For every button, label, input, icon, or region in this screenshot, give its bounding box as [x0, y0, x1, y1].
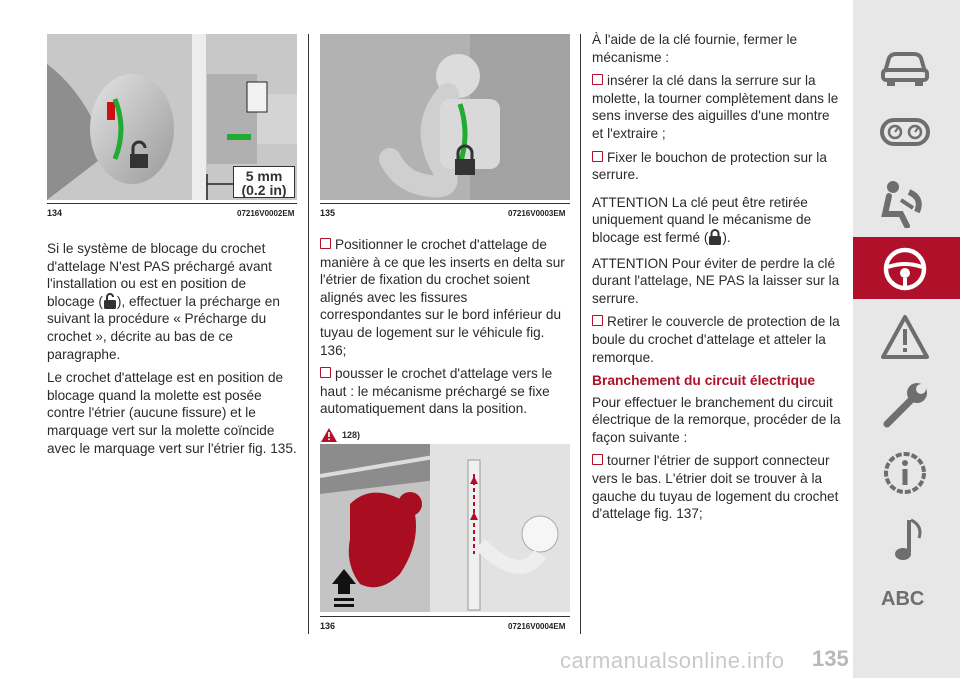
column-3-text: [592, 31, 842, 529]
list-item: tourner l'étrier de support connecteur vers le bas. L'étrier doit se trouver à la gauche du tuyau de logement du crochet d'attelage fig. 137;: [592, 453, 839, 522]
column-1-text: [47, 240, 297, 463]
figure-134-number: 134: [47, 208, 63, 218]
sidebar-item-safety[interactable]: [853, 170, 960, 232]
closed-lock-icon: [708, 229, 722, 245]
figure-134-image: [47, 34, 297, 200]
figure-134-dimension-label: [233, 166, 295, 198]
checkbox-bullet-icon: [320, 367, 331, 378]
car-icon: [879, 44, 931, 88]
list-item: pousser le crochet d'attelage vers le haut : le mécanisme préchargé se fixe automatiquement dans la position.: [320, 366, 553, 417]
list-item: Positionner le crochet d'attelage de manière à ce que les inserts en delta sur l'étrier de fixation du crochet soient alignés avec les fissures correspondantes sur le bord inférieur du tuyau de logement sur le véhicule fig. 136;: [320, 237, 565, 358]
section-heading-electrical: Branchement du circuit électrique: [592, 373, 816, 389]
watermark: carmanualsonline.info: [560, 648, 785, 673]
dashboard-icon: [879, 110, 931, 154]
paragraph-electrical-intro: Pour effectuer le branchement du circuit électrique de la remorque, procéder de la façon suivante :: [592, 394, 841, 445]
list-item: Fixer le bouchon de protection sur la serrure.: [592, 149, 827, 183]
dimension-line1: 5 mm: [245, 168, 283, 184]
checkbox-bullet-icon: [320, 238, 331, 249]
checkbox-bullet-icon: [592, 315, 603, 326]
sidebar-item-steering[interactable]: [853, 237, 960, 299]
checkbox-bullet-icon: [592, 151, 603, 162]
figure-136-caption-rule: [320, 616, 570, 617]
sidebar-item-warning[interactable]: [853, 305, 960, 367]
attention-key-removal: ATTENTION La clé peut être retirée uniquement quand le mécanisme de blocage est fermé ( ).: [592, 194, 812, 245]
figure-135-number: 135: [320, 208, 336, 218]
warning-triangle-icon: [320, 427, 338, 443]
dimension-line2: (0.2 in): [241, 182, 287, 198]
sidebar-item-maintenance[interactable]: [853, 372, 960, 434]
list-item: insérer la clé dans la serrure sur la molette, la tourner complètement dans le sens inverse des aiguilles d'une montre et l'extraire ;: [592, 73, 839, 141]
figure-135-code: 07216V0003EM: [508, 209, 566, 218]
paragraph-key-intro: À l'aide de la clé fournie, fermer le mécanisme :: [592, 32, 798, 65]
checkbox-bullet-icon: [592, 74, 603, 85]
figure-136-code: 07216V0004EM: [508, 622, 566, 631]
steering-wheel-icon: [879, 245, 931, 293]
list-item: Retirer le couvercle de protection de la boule du crochet d'attelage et atteler la remorque.: [592, 314, 840, 365]
sidebar-item-technical-data[interactable]: [853, 440, 960, 502]
paragraph-preload-instruction: Si le système de blocage du crochet d'attelage N'est PAS préchargé avant l'installation ou est en position de blocage ( ), effectuer la précharge en suivant la procédure « Précharge du crochet », décrite au bas de ce paragraphe.: [47, 241, 280, 362]
open-lock-icon: [103, 293, 117, 309]
info-icon: [879, 448, 931, 498]
column-divider-2: [580, 34, 581, 634]
warning-icon: [879, 313, 931, 361]
warning-reference: 128): [320, 426, 570, 444]
chapter-sidebar: [853, 0, 960, 678]
figure-136-image: [320, 444, 570, 612]
sidebar-item-dashboard[interactable]: [853, 102, 960, 164]
wrench-icon: [879, 380, 931, 430]
figure-135-image: [320, 34, 570, 200]
paragraph-locking-position: Le crochet d'attelage est en position de blocage quand la molette est posée contre l'étrier (aucune fissure) et le marquage vert sur la molette coïncide avec le marquage vert sur l'étrier fig. 135.: [47, 370, 297, 456]
checkbox-bullet-icon: [592, 454, 603, 465]
sidebar-item-car[interactable]: [853, 36, 960, 98]
page-number: 135: [812, 646, 849, 671]
seat-airbag-icon: [879, 178, 931, 228]
music-icon: [879, 516, 931, 566]
figure-135-caption-rule: [320, 203, 570, 204]
attention-key-loss: ATTENTION Pour éviter de perdre la clé durant l'attelage, NE PAS la laisser sur la serrure.: [592, 255, 840, 306]
sidebar-item-index[interactable]: ABC: [881, 588, 925, 610]
sidebar-item-multimedia[interactable]: [853, 508, 960, 570]
column-2-text: [320, 236, 570, 444]
figure-136-number: 136: [320, 621, 336, 631]
figure-134-code: 07216V0002EM: [237, 209, 295, 218]
figure-134-caption-rule: [47, 203, 297, 204]
column-divider-1: [308, 34, 309, 634]
